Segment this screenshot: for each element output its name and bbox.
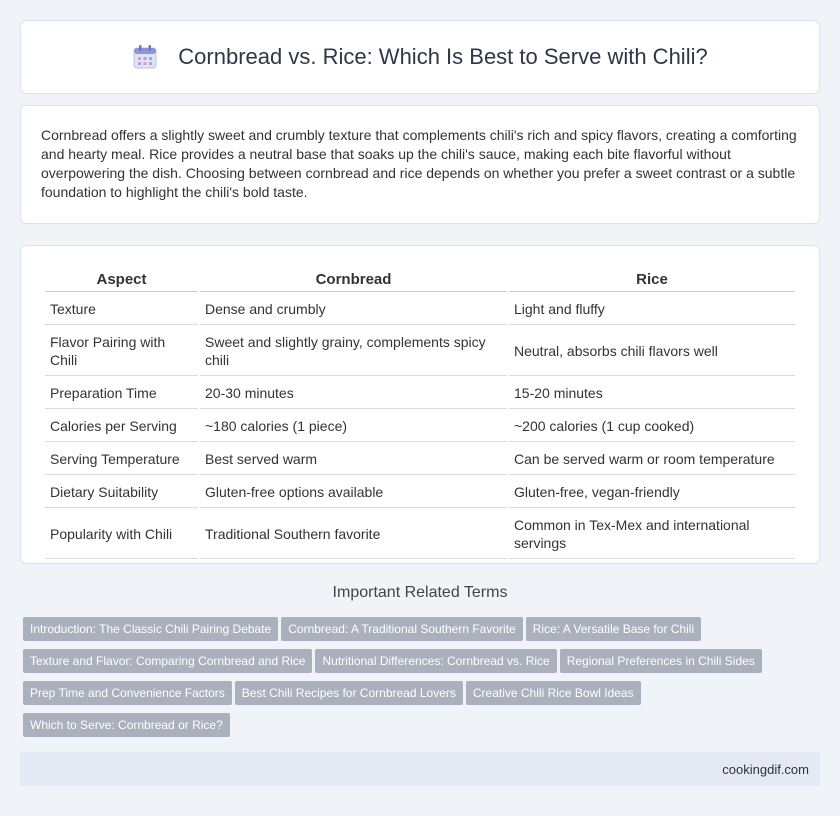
table-cell: Sweet and slightly grainy, complements spicy chili [200, 327, 507, 376]
table-cell: 15-20 minutes [509, 378, 795, 409]
related-tag[interactable]: Introduction: The Classic Chili Pairing Debate [23, 617, 278, 641]
related-tag[interactable]: Cornbread: A Traditional Southern Favorite [281, 617, 522, 641]
table-cell: ~200 calories (1 cup cooked) [509, 411, 795, 442]
table-cell: Serving Temperature [45, 444, 198, 475]
table-cell: Texture [45, 294, 198, 325]
table-row [45, 477, 795, 508]
intro-card [20, 105, 820, 224]
table-cell: Light and fluffy [509, 294, 795, 325]
table-row [45, 327, 795, 376]
table-row [45, 378, 795, 409]
table-cell: Flavor Pairing with Chili [45, 327, 198, 376]
header-rice: Rice [509, 268, 795, 292]
related-tag[interactable]: Creative Chili Rice Bowl Ideas [466, 681, 641, 705]
calendar-icon [132, 44, 158, 70]
table-cell: Can be served warm or room temperature [509, 444, 795, 475]
comparison-table [43, 266, 797, 561]
footer [20, 752, 820, 786]
table-cell: Best served warm [200, 444, 507, 475]
header-cornbread: Cornbread [200, 268, 507, 292]
table-cell: Dietary Suitability [45, 477, 198, 508]
table-row [45, 411, 795, 442]
table-header-row [45, 268, 795, 292]
table-row [45, 294, 795, 325]
table-cell: Calories per Serving [45, 411, 198, 442]
table-cell: Neutral, absorbs chili flavors well [509, 327, 795, 376]
related-tag[interactable]: Rice: A Versatile Base for Chili [526, 617, 701, 641]
table-cell: ~180 calories (1 piece) [200, 411, 507, 442]
table-cell: Gluten-free, vegan-friendly [509, 477, 795, 508]
table-cell: Popularity with Chili [45, 510, 198, 559]
related-tag[interactable]: Nutritional Differences: Cornbread vs. Rice [315, 649, 556, 673]
table-cell: Gluten-free options available [200, 477, 507, 508]
page-title: Cornbread vs. Rice: Which Is Best to Serve with Chili? [178, 44, 708, 69]
related-tag[interactable]: Texture and Flavor: Comparing Cornbread and Rice [23, 649, 312, 673]
related-tag[interactable]: Best Chili Recipes for Cornbread Lovers [235, 681, 463, 705]
intro-text: Cornbread offers a slightly sweet and crumbly texture that complements chili's rich and spicy flavors, creating a comforting and hearty meal. Rice provides a neutral base that soaks up the chili's sauce, making each bite flavorful without overpowering the dish. Choosing between cornbread and rice depends on whether you prefer a sweet contrast or a subtle foundation to highlight the chili's bold taste. [41, 127, 797, 200]
table-cell: Preparation Time [45, 378, 198, 409]
footer-site-link[interactable]: cookingdif.com [722, 761, 809, 777]
comparison-table-card [20, 245, 820, 564]
related-tag[interactable]: Which to Serve: Cornbread or Rice? [23, 713, 230, 737]
table-cell: Traditional Southern favorite [200, 510, 507, 559]
table-cell: Dense and crumbly [200, 294, 507, 325]
header-aspect: Aspect [45, 268, 198, 292]
table-row [45, 510, 795, 559]
related-terms-title: Important Related Terms [332, 584, 508, 601]
table-cell: Common in Tex-Mex and international servings [509, 510, 795, 559]
title-card [20, 20, 820, 94]
table-cell: 20-30 minutes [200, 378, 507, 409]
related-tag[interactable]: Regional Preferences in Chili Sides [560, 649, 762, 673]
related-terms-tags [23, 617, 813, 745]
table-row [45, 444, 795, 475]
related-tag[interactable]: Prep Time and Convenience Factors [23, 681, 232, 705]
